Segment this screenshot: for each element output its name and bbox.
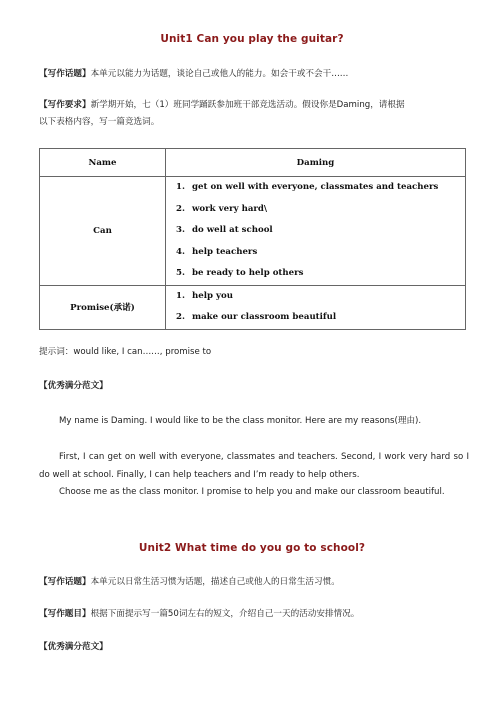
list-item: 2. work very hard\ bbox=[176, 203, 268, 214]
sample-paragraph-1: My name is Daming. I would like to be the class monitor. Here are my reasons(理由). bbox=[59, 416, 422, 426]
list-item: 5. be ready to help others bbox=[176, 268, 304, 278]
unit2-topic bbox=[39, 574, 469, 590]
unit2-prompt bbox=[39, 606, 469, 622]
unit1-requirement-line1 bbox=[39, 97, 469, 113]
list-item: 1. get on well with everyone, classmates and teachers bbox=[176, 182, 439, 192]
header-daming: Daming bbox=[166, 149, 466, 177]
unit1-requirement-line2: 以下表格内容，写一篇竞选词。 bbox=[39, 117, 160, 127]
unit2-sample-tag: 【优秀满分范文】 bbox=[39, 642, 108, 652]
topic-tag: 【写作话题】 bbox=[39, 69, 91, 79]
unit1-topic bbox=[39, 66, 469, 82]
sample-paragraph-2: First, I can get on well with everyone, classmates and teachers. Second, I work very hard so I do well at school. Finally, I can help teachers and I’m ready to help others. bbox=[39, 452, 469, 480]
list-item: 1. help you bbox=[176, 290, 233, 301]
requirement-text: 新学期开始，七（1）班同学踊跃参加班干部竞选活动。假设你是Daming，请根据 bbox=[90, 100, 405, 110]
table-row-can bbox=[40, 177, 466, 286]
prompt-tag: 【写作题目】 bbox=[39, 609, 91, 619]
can-label: Can bbox=[40, 177, 166, 286]
can-list bbox=[166, 177, 466, 286]
topic-text: 本单元以能力为话题，谈论自己或他人的能力。如会干或不会干…… bbox=[90, 69, 349, 79]
unit1-sample-tag: 【优秀满分范文】 bbox=[39, 381, 108, 391]
hint-line: 提示词：would like, I can……, promise to bbox=[39, 347, 212, 357]
unit1-title: Unit1 Can you play the guitar? bbox=[160, 33, 344, 45]
header-name: Name bbox=[40, 149, 166, 177]
sample-paragraph-3: Choose me as the class monitor. I promise to help you and make our classroom beautiful. bbox=[59, 487, 445, 497]
list-item: 3. do well at school bbox=[176, 225, 273, 235]
table-row-promise bbox=[40, 285, 466, 329]
list-item: 4. help teachers bbox=[176, 246, 258, 257]
prompt-text: 根据下面提示写一篇50词左右的短文，介绍自己一天的活动安排情况。 bbox=[90, 609, 360, 619]
requirement-tag: 【写作要求】 bbox=[39, 100, 91, 110]
list-item: 2. make our classroom beautiful bbox=[176, 312, 337, 322]
unit2-title: Unit2 What time do you go to school? bbox=[138, 542, 366, 554]
candidate-table bbox=[39, 148, 466, 330]
topic-tag: 【写作话题】 bbox=[39, 577, 91, 587]
table-header-row bbox=[40, 149, 466, 177]
topic-text: 本单元以日常生活习惯为话题，描述自己或他人的日常生活习惯。 bbox=[90, 577, 340, 587]
promise-label: Promise(承诺) bbox=[40, 285, 166, 329]
promise-list bbox=[166, 285, 466, 329]
